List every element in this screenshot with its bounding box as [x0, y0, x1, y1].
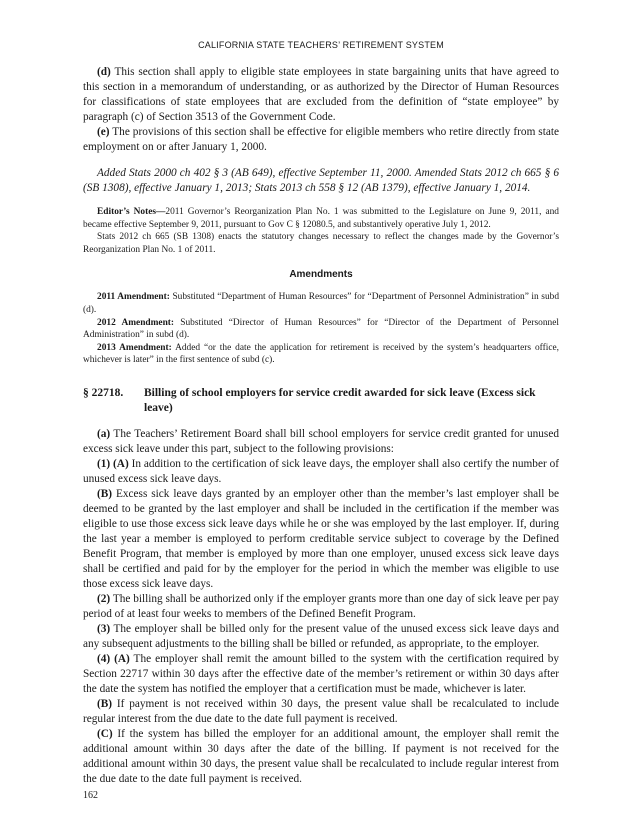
- history-note: Added Stats 2000 ch 402 § 3 (AB 649), effective September 11, 2000. Amended Stats 2012 ch 665 § 6 (SB 1308), effective January 1, 2013; Stats 2013 ch 558 § 12 (AB 1379), effective January 1, 2014.: [83, 167, 559, 194]
- amendments-list: [83, 291, 559, 367]
- paragraph-label: (3): [97, 622, 111, 635]
- amendment-item: [83, 342, 559, 367]
- paragraph-label: (B): [97, 697, 113, 710]
- editors-notes: [83, 206, 559, 256]
- paragraph-text: The employer shall be billed only for the present value of the unused excess sick leave days and any subsequent adjustments to the billing shall be billed or refunded, as appropriate, to the employer.: [83, 622, 559, 650]
- section-paragraph: [83, 727, 559, 787]
- section-number: § 22718.: [83, 386, 124, 399]
- paragraph-label: (4) (A): [97, 652, 130, 665]
- paragraph-text: The provisions of this section shall be effective for eligible members who retire directly from state employment on or after January 1, 2000.: [83, 126, 559, 153]
- amendments-heading: Amendments: [289, 269, 353, 281]
- editors-note-text: 2011 Governor’s Reorganization Plan No. 1 was submitted to the Legislature on June 9, 2011, and became effective September 9, 2011, pursuant to Gov C § 12080.5, and substantively operative July 1, 2012.: [83, 207, 559, 230]
- paragraph-text: In addition to the certification of sick leave days, the employer shall also certify the number of unused excess sick leave days.: [83, 457, 559, 485]
- paragraph-label: (C): [97, 727, 113, 740]
- running-head: CALIFORNIA STATE TEACHERS’ RETIREMENT SYSTEM: [198, 40, 444, 50]
- section-paragraph: [83, 697, 559, 727]
- paragraph-label: (d): [97, 66, 111, 78]
- paragraph-label: (2): [97, 592, 111, 605]
- paragraph-text: The billing shall be authorized only if the employer grants more than one day of sick leave per pay period of at least four weeks to members of the Defined Benefit Program.: [83, 592, 559, 620]
- page-number: 162: [83, 790, 98, 801]
- paragraph-e: [83, 125, 559, 155]
- amendment-item: [83, 291, 559, 316]
- section-title: Billing of school employers for service credit awarded for sick leave (Excess sick leave): [144, 386, 536, 414]
- paragraph-label: (a): [97, 427, 111, 440]
- paragraph-text: If payment is not received within 30 days, the present value shall be recalculated to include regular interest from the due date to the date full payment is received.: [83, 697, 559, 725]
- paragraph-text: The employer shall remit the amount billed to the system with the certification required by Section 22717 within 30 days after the effective date of the member’s retirement or within 30 days after the date the system has notified the employer that a certification must be made, whichever is later.: [83, 652, 559, 695]
- amendment-text: Added “or the date the application for retirement is received by the system’s headquarters office, whichever is later” in the first sentence of subd (c).: [83, 342, 559, 366]
- section-paragraph: [83, 622, 559, 652]
- amendment-label: 2012 Amendment:: [97, 317, 175, 328]
- section-heading: [83, 386, 559, 416]
- amendment-label: 2011 Amendment:: [97, 292, 170, 303]
- editors-note-1: [83, 206, 559, 231]
- paragraph-text: This section shall apply to eligible state employees in state bargaining units that have agreed to this section in a memorandum of understanding, or as authorized by the Director of Human Resources for classifications of state employees that are excluded from the definition of “state employee” by paragraph (c) of Section 3513 of the Government Code.: [83, 66, 559, 123]
- section-paragraph: [83, 652, 559, 697]
- section-paragraph: [83, 457, 559, 487]
- paragraph-d: [83, 65, 559, 125]
- section-body: [83, 427, 559, 787]
- paragraph-text: The Teachers’ Retirement Board shall bill school employers for service credit granted for unused excess sick leave under this part, subject to the following provisions:: [83, 427, 559, 455]
- paragraph-label: (B): [97, 487, 113, 500]
- section-paragraph: [83, 592, 559, 622]
- amendment-label: 2013 Amendment:: [97, 342, 172, 353]
- editors-notes-label: Editor’s Notes—: [97, 207, 166, 217]
- section-paragraph: [83, 427, 559, 457]
- paragraph-label: (1) (A): [97, 457, 129, 470]
- paragraph-label: (e): [97, 126, 110, 138]
- amendment-text: Substituted “Department of Human Resources” for “Department of Personnel Administration” in subd (d).: [83, 292, 560, 315]
- amendment-item: [83, 317, 559, 342]
- paragraph-text: Excess sick leave days granted by an employer other than the member’s last employer shall be deemed to be granted by the last employer and shall be included in the certification if the member was eligible to use those excess sick leave days while he or she was employed by the last employer. If, during the last year a member is employed to perform creditable service subject to coverage by the Defined Benefit Program, that member is employed by more than one employer, unused excess sick leave days shall be certified and paid for by the employer for the period in which the member was eligible to use those excess sick leave days.: [83, 487, 559, 590]
- paragraph-text: If the system has billed the employer for an additional amount, the employer shall remit the additional amount within 30 days after the date of the billing. If payment is not received for the additional amount within 30 days, the present value shall be recalculated to include regular interest from the due date to the date full payment is received.: [83, 727, 559, 785]
- amendment-text: Substituted “Director of Human Resources” for “Director of the Department of Personnel Administration” in subd (d).: [83, 317, 559, 341]
- page-content: [83, 65, 559, 787]
- editors-note-2: Stats 2012 ch 665 (SB 1308) enacts the statutory changes necessary to reflect the changes made by the Governor’s Reorganization Plan No. 1 of 2011.: [83, 232, 559, 255]
- section-paragraph: [83, 487, 559, 592]
